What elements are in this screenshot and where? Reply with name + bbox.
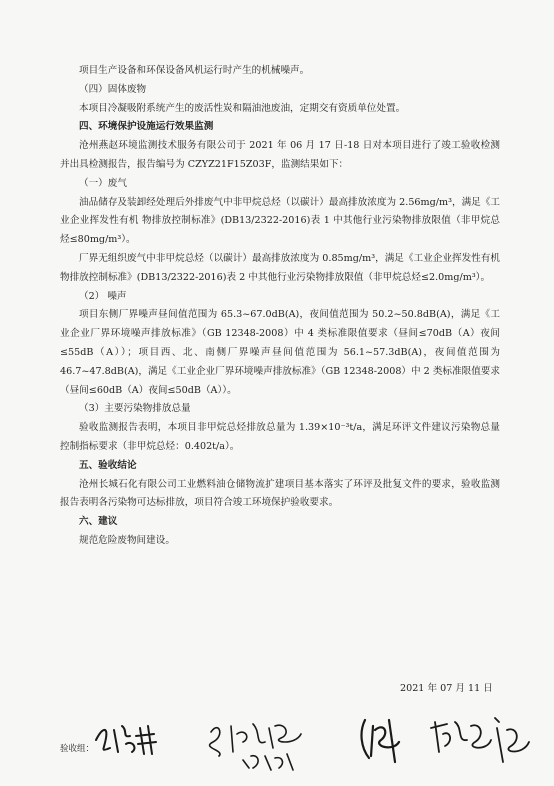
document-date: 2021 年 07 月 11 日 (400, 683, 493, 694)
paragraph-conclusion: 沧州长城石化有限公司工业燃料油仓储物流扩建项目基本落实了环评及批复文件的要求，验收监测报告表明各污染物可达标排放，项目符合竣工环境保护验收要求。 (60, 478, 500, 509)
heading-suggestions: 六、建议 (79, 516, 118, 528)
handwritten-signature-1 (92, 718, 162, 758)
paragraph-noise-source: 项目生产设备和环保设备风机运行时产生的机械噪声。 (79, 65, 310, 76)
paragraph-solid-waste: 本项目冷凝吸附系统产生的废活性炭和隔油池废油，定期交有资质单位处置。 (79, 102, 406, 114)
section-total-emissions: （3）主要污染物排放总量 (79, 403, 191, 415)
document-body (60, 62, 500, 551)
paragraph-noise-results: 项目东侧厂界噪声昼间值范围为 65.3~67.0dB(A)，夜间值范围为 50.2~50.8dB(A)，满足《工业企业厂界环境噪声排放标准》（GB 12348-2008）中 4 类标准限值要求（昼间≤70dB（A）夜间≤55dB（A））；项目西、北、南侧厂界噪声昼间值范围为 56.1~57.3dB(A)，夜间值范围为 46.7~47.8dB(A)，满足《工业企业厂界环境噪声排放标准》（GB 12348-2008）中 2 类标准限值要求（昼间≤60dB（A）夜间≤50dB（A））。 (60, 309, 500, 396)
handwritten-signature-2 (205, 712, 315, 772)
heading-conclusion: 五、验收结论 (79, 459, 137, 471)
signature-label: 验收组： (60, 744, 95, 754)
paragraph-monitoring-intro: 沧州燕赵环境监测技术服务有限公司于 2021 年 06 月 17 日-18 日对本项目进行了竣工验收检测并出具检测报告，报告编号为 CZYZ21F15Z03F，监测结果如下： (60, 140, 500, 170)
handwritten-signature-3 (355, 712, 410, 767)
paragraph-total-emissions: 验收监测报告表明，本项目非甲烷总烃排放总量为 1.39×10⁻³t/a，满足环评文件建议污染物总量控制指标要求（非甲烷总烃：0.402t/a）。 (60, 422, 500, 452)
section-solid-waste: （四）固体废物 (79, 83, 147, 95)
paragraph-suggestion: 规范危险废物间建设。 (79, 534, 175, 546)
section-exhaust-gas: （一）废气 (79, 177, 127, 189)
paragraph-organized-gas: 油品储存及装卸经处理后外排废气中非甲烷总烃（以碳计）最高排放浓度为 2.56mg/m³，满足《工业企业挥发性有机 物排放控制标准》(DB13/2322-2016)表 1 中其他行业污染物排放限值（非甲烷总烃≤80mg/m³）。 (60, 196, 500, 246)
handwritten-signature-4 (425, 712, 535, 772)
paragraph-fugitive-gas: 厂界无组织废气中非甲烷总烃（以碳计）最高排放浓度为 0.85mg/m³，满足《工业企业挥发性有机 物排放控制标准》(DB13/2322-2016)表 2 中其他行业污染物排放限值（非甲烷总烃≤2.0mg/m³）。 (60, 252, 500, 283)
heading-monitoring: 四、环境保护设施运行效果监测 (79, 121, 214, 133)
section-noise: （2） 噪声 (79, 290, 127, 302)
